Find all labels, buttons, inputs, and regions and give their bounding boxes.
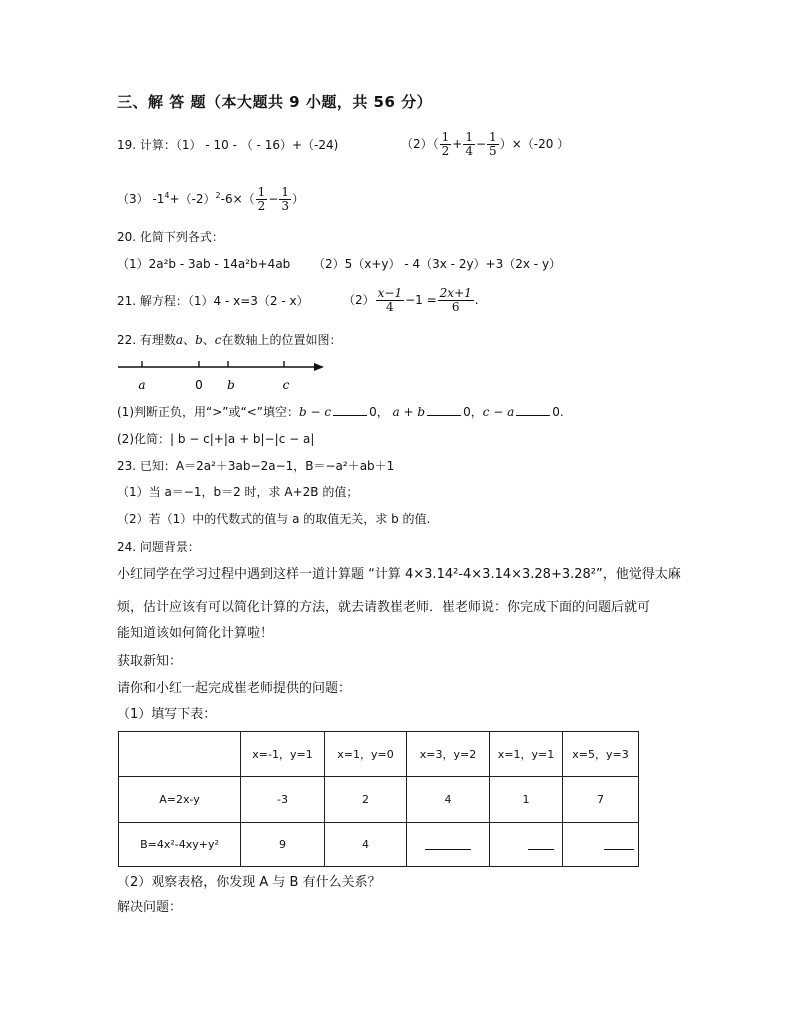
frac-num: 2x+1 xyxy=(439,286,472,300)
table-header-row xyxy=(119,732,639,777)
q20-part1: （1）2a²b - 3ab - 14a²b+4ab xyxy=(117,257,291,271)
q24-para2: 烦，估计应该有可以简化计算的方法，就去请教崔老师．崔老师说：你完成下面的问题后就可 xyxy=(117,600,651,615)
end: 0. xyxy=(552,405,564,419)
frac-num: 1 xyxy=(441,130,450,144)
q20-label: 20. 化简下列各式： xyxy=(117,230,224,244)
q19-part3 xyxy=(117,182,304,213)
q21-p2-prefix: （2） xyxy=(343,293,375,307)
minus-sign: − xyxy=(475,137,487,151)
q19-p3-mid: +（-2） xyxy=(169,192,216,206)
q19-p3-suffix: ） xyxy=(292,192,305,206)
table-cell-blank[interactable] xyxy=(407,823,490,867)
q23-part1: （1）当 a＝−1，b＝2 时，求 A+2B 的值； xyxy=(117,485,359,499)
frac-num: 1 xyxy=(465,130,473,144)
table-cell: -3 xyxy=(241,777,325,823)
label-c: c xyxy=(282,378,290,392)
q19-label: 19. 计算： xyxy=(117,138,176,152)
answer-blank-2[interactable] xyxy=(427,404,461,416)
q19-p3-prefix: （3） -1 xyxy=(117,192,165,206)
frac-den: 3 xyxy=(281,199,290,213)
q19-p3-mult: -6×（ xyxy=(220,192,255,206)
values-table xyxy=(118,731,639,867)
q19-p2-suffix: ）×（-20 ） xyxy=(499,137,570,151)
q21-part2 xyxy=(343,284,479,316)
q22-p1-prefix: (1)判断正负，用“>”或“<”填空： xyxy=(117,405,299,419)
table-row-label: B=4x²-4xy+y² xyxy=(119,823,241,867)
q21-label: 21. 解方程：（1）4 - x=3（2 - x） xyxy=(117,294,309,308)
table-cell: 9 xyxy=(241,823,325,867)
expr-b-minus-c: b − c xyxy=(298,405,332,419)
section-title: 三、解 答 题（本大题共 9 小题，共 56 分） xyxy=(117,93,433,111)
expr-c-minus-a: c − a xyxy=(482,405,515,419)
q19-p2-prefix: （2）（ xyxy=(401,137,439,151)
table-header-cell: x=-1，y=1 xyxy=(241,732,325,777)
exponent: 2 xyxy=(215,191,221,200)
answer-blank[interactable] xyxy=(528,837,554,850)
table-row-a xyxy=(119,777,639,823)
q20-part2: （2）5（x+y） - 4（3x - 2y）+3（2x - y） xyxy=(313,257,562,271)
frac-den: 2 xyxy=(441,144,450,158)
table-row-b xyxy=(119,823,639,867)
q24-para3: 能知道该如何简化计算啦！ xyxy=(117,626,274,641)
frac-num: 1 xyxy=(489,130,497,144)
q19-frac-1-2 xyxy=(440,131,452,158)
q22-label xyxy=(117,332,342,348)
q24-solve: 解决问题： xyxy=(117,900,183,915)
q19-part2 xyxy=(401,130,569,158)
table-cell: 4 xyxy=(325,823,407,867)
table-header-cell: x=1，y=1 xyxy=(490,732,563,777)
table-header-cell: x=3，y=2 xyxy=(407,732,490,777)
minus-sign: − xyxy=(268,192,279,206)
table-cell: 2 xyxy=(325,777,407,823)
plus-sign: + xyxy=(452,137,463,151)
q19-frac-1-3 xyxy=(279,186,291,213)
var-c: c xyxy=(214,333,222,347)
q24-step2: （2）观察表格，你发现 A 与 B 有什么关系？ xyxy=(117,875,381,890)
var-b: b xyxy=(195,333,203,347)
frac-den: 6 xyxy=(451,300,460,314)
q24-para1: 小红同学在学习过程中遇到这样一道计算题 “计算 4×3.14²-4×3.14×3.28+3.28²”，他觉得太麻 xyxy=(117,567,681,582)
frac-den: 4 xyxy=(465,144,473,158)
q21-frac-left xyxy=(376,287,404,314)
q21-frac-right xyxy=(438,287,474,314)
frac-den: 5 xyxy=(489,144,497,158)
table-header-cell: x=1，y=0 xyxy=(325,732,407,777)
number-line xyxy=(112,356,332,396)
answer-blank-3[interactable] xyxy=(516,404,550,416)
answer-blank[interactable] xyxy=(604,837,634,850)
frac-num: 1 xyxy=(257,185,266,199)
table-cell: 4 xyxy=(407,777,490,823)
q19-part1: （1） - 10 - （ - 16）+（-24) xyxy=(175,138,339,152)
q23-part2: （2）若（1）中的代数式的值与 a 的取值无关，求 b 的值. xyxy=(117,512,431,526)
label-zero: 0 xyxy=(195,378,203,392)
q22-part2: (2)化简：| b − c|+|a + b|−|c − a| xyxy=(117,432,315,446)
q21-mid: −1 = xyxy=(405,293,437,307)
frac-den: 4 xyxy=(386,300,394,314)
q24-step1: （1）填写下表： xyxy=(117,707,217,722)
var-a: a xyxy=(175,333,184,347)
q19-frac-1-4 xyxy=(463,131,475,158)
q21-suffix: . xyxy=(474,293,479,307)
q19-frac-1-5 xyxy=(487,131,499,158)
table-row-label: A=2x-y xyxy=(119,777,241,823)
q22-label-pre: 22. 有理数 xyxy=(117,333,176,347)
axis-arrow-icon xyxy=(314,363,324,371)
q24-label: 24. 问题背景： xyxy=(117,540,200,554)
frac-den: 2 xyxy=(257,199,266,213)
q19-frac-1-2b xyxy=(256,186,268,213)
answer-blank[interactable] xyxy=(425,837,471,850)
q24-new-knowledge: 获取新知： xyxy=(117,654,183,669)
table-header-cell: x=5，y=3 xyxy=(563,732,639,777)
sep: 、 xyxy=(202,333,215,347)
q23-label: 23. 已知：A＝2a²＋3ab−2a−1，B＝−a²＋ab＋1 xyxy=(117,459,395,473)
label-b: b xyxy=(227,378,235,392)
table-header-cell xyxy=(119,732,241,777)
answer-blank-1[interactable] xyxy=(333,404,367,416)
sep: 0， xyxy=(369,405,389,419)
q19-line1 xyxy=(117,137,338,153)
table-cell-blank[interactable] xyxy=(563,823,639,867)
table-cell: 7 xyxy=(563,777,639,823)
frac-num: 1 xyxy=(281,185,290,199)
label-a: a xyxy=(138,378,146,392)
sep: 0， xyxy=(463,405,483,419)
table-cell-blank[interactable] xyxy=(490,823,563,867)
table-cell: 1 xyxy=(490,777,563,823)
q24-instruction: 请你和小红一起完成崔老师提供的问题： xyxy=(117,681,352,696)
sep: 、 xyxy=(183,333,196,347)
exponent: 4 xyxy=(164,191,170,200)
frac-num: x−1 xyxy=(377,286,403,300)
q22-part1 xyxy=(117,404,564,420)
expr-a-plus-b: a + b xyxy=(392,405,426,419)
q22-label-post: 在数轴上的位置如图： xyxy=(221,333,342,347)
